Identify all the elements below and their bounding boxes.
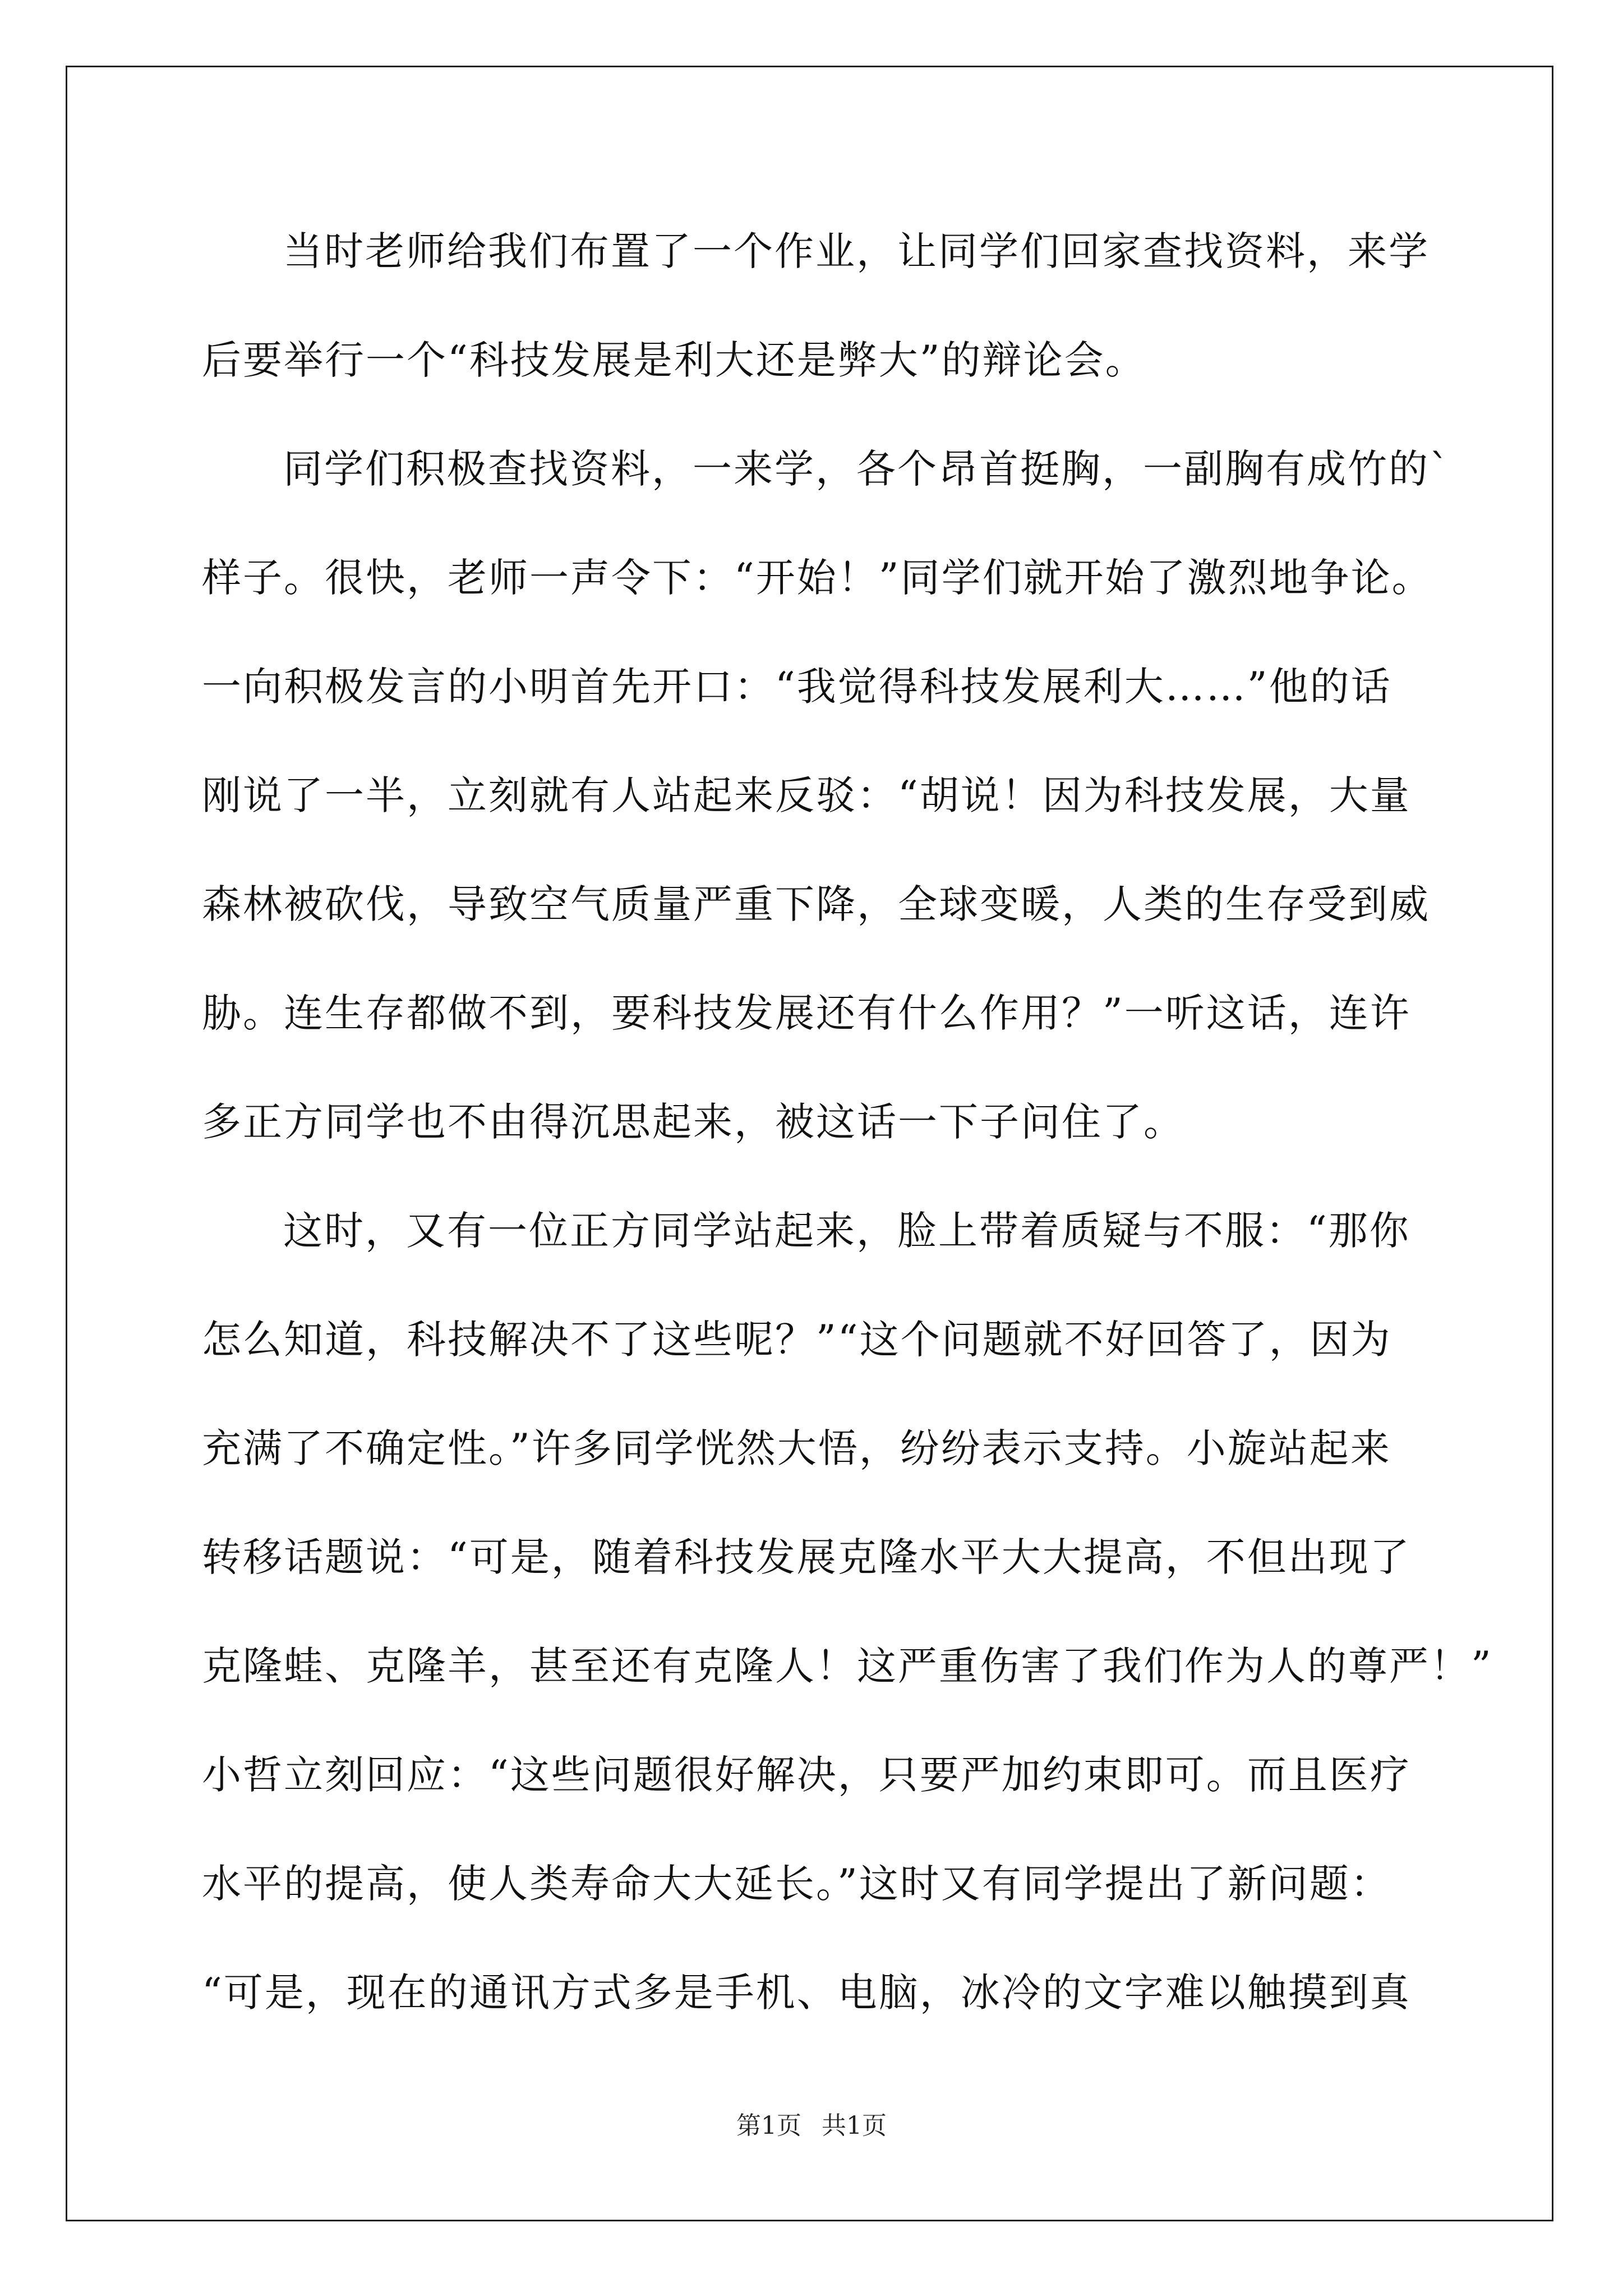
text-line: 转移话题说：“可是，随着科技发展克隆水平大大提高，不但出现了 [202, 1534, 1411, 1580]
text-line: 多正方同学也不由得沉思起来，被这话一下子问住了。 [202, 1099, 1184, 1145]
text-line: 后要举行一个“科技发展是利大还是弊大”的辩论会。 [202, 337, 1146, 383]
text-line: 小哲立刻回应：“这些问题很好解决，只要严加约束即可。而且医疗 [202, 1752, 1411, 1798]
text-line: 森林被砍伐，导致空气质量严重下降，全球变暖，人类的生存受到威 [202, 881, 1430, 927]
text-line: 一向积极发言的小明首先开口：“我觉得科技发展利大……”他的话 [202, 664, 1392, 710]
text-line: 怎么知道，科技解决不了这些呢？”“这个问题就不好回答了，因为 [202, 1317, 1392, 1363]
text-line: 胁。连生存都做不到，要科技发展还有什么作用？”一听这话，连许 [202, 990, 1411, 1036]
page-footer [0, 2109, 1623, 2143]
text-line: 水平的提高，使人类寿命大大延长。”这时又有同学提出了新问题： [202, 1861, 1391, 1907]
text-line: 充满了不确定性。”许多同学恍然大悟，纷纷表示支持。小旋站起来 [202, 1425, 1391, 1471]
text-line: “可是，现在的通讯方式多是手机、电脑，冰冷的文字难以触摸到真 [202, 1970, 1411, 2016]
text-line: 刚说了一半，立刻就有人站起来反驳：“胡说！因为科技发展，大量 [202, 772, 1411, 818]
page-number: 第1页 [736, 2111, 801, 2140]
text-line: 同学们积极查找资料，一来学，各个昂首挺胸，一副胸有成竹的` [283, 446, 1451, 492]
text-line: 当时老师给我们布置了一个作业，让同学们回家查找资料，来学 [283, 228, 1430, 274]
text-line: 样子。很快，老师一声令下：“开始！”同学们就开始了激烈地争论。 [202, 555, 1433, 601]
page-count: 共1页 [822, 2111, 887, 2140]
text-line: 克隆蛙、克隆羊，甚至还有克隆人！这严重伤害了我们作为人的尊严！” [202, 1643, 1493, 1689]
text-line: 这时，又有一位正方同学站起来，脸上带着质疑与不服：“那你 [283, 1208, 1410, 1254]
